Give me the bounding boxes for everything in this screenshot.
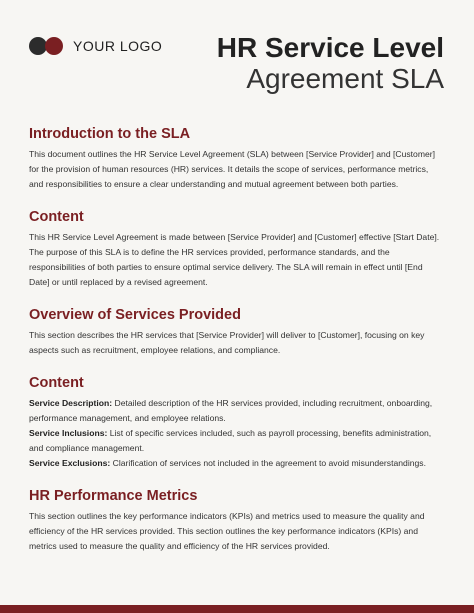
section-paragraph: This section describes the HR services that [Service Provider] will deliver to [Customer], focusing on key aspects such as recruitment, employee relations, and compliance. [29, 330, 425, 355]
logo-mark [29, 37, 65, 55]
section-heading: Overview of Services Provided [29, 307, 241, 323]
footer-bar [0, 605, 474, 613]
document-body [29, 126, 444, 571]
section-heading: Content [29, 209, 84, 225]
list-item [29, 456, 444, 471]
section-performance-metrics [29, 488, 444, 554]
list-item [29, 396, 444, 426]
section-content [29, 209, 444, 290]
item-text: List of specific services included, such as payroll processing, benefits administration, and compliance management. [29, 428, 432, 453]
section-paragraph: This document outlines the HR Service Level Agreement (SLA) between [Service Provider] and [Customer] for the provision of human resources (HR) services. It details the scope of services, performance metrics, and responsibilities to ensure a clear understanding and mutual agreement between both parties. [29, 149, 436, 189]
section-heading: Introduction to the SLA [29, 126, 191, 142]
item-label: Service Exclusions: [29, 458, 111, 468]
document-title [217, 32, 444, 95]
section-content-details [29, 375, 444, 471]
title-line-2: Agreement SLA [246, 63, 444, 95]
section-paragraph: This HR Service Level Agreement is made between [Service Provider] and [Customer] effective [Start Date]. The purpose of this SLA is to define the HR services provided, performance standards, and the responsibilities of both parties to ensure optimal service delivery. The SLA will remain in effect until [End Date] or until replaced by a revised agreement. [29, 232, 440, 287]
logo [29, 37, 162, 55]
section-introduction [29, 126, 444, 192]
section-heading: Content [29, 375, 84, 391]
section-paragraph: This section outlines the key performance indicators (KPIs) and metrics used to measure the quality and efficiency of the HR services provided. This section outlines the key performance indicators (KPIs) and metrics used to measure the quality and efficiency of the HR services provided. [29, 511, 425, 551]
section-heading: HR Performance Metrics [29, 488, 198, 504]
title-line-1: HR Service Level [216, 32, 444, 63]
item-text: Clarification of services not included in the agreement to avoid misunderstandings. [110, 458, 426, 468]
item-label: Service Description: [29, 398, 113, 408]
logo-dot-red [45, 37, 63, 55]
item-label: Service Inclusions: [29, 428, 108, 438]
item-text: Detailed description of the HR services provided, including recruitment, onboarding, performance management, and employee relations. [29, 398, 433, 423]
list-item [29, 426, 444, 456]
section-services-overview [29, 307, 444, 358]
logo-text: YOUR LOGO [73, 38, 163, 54]
